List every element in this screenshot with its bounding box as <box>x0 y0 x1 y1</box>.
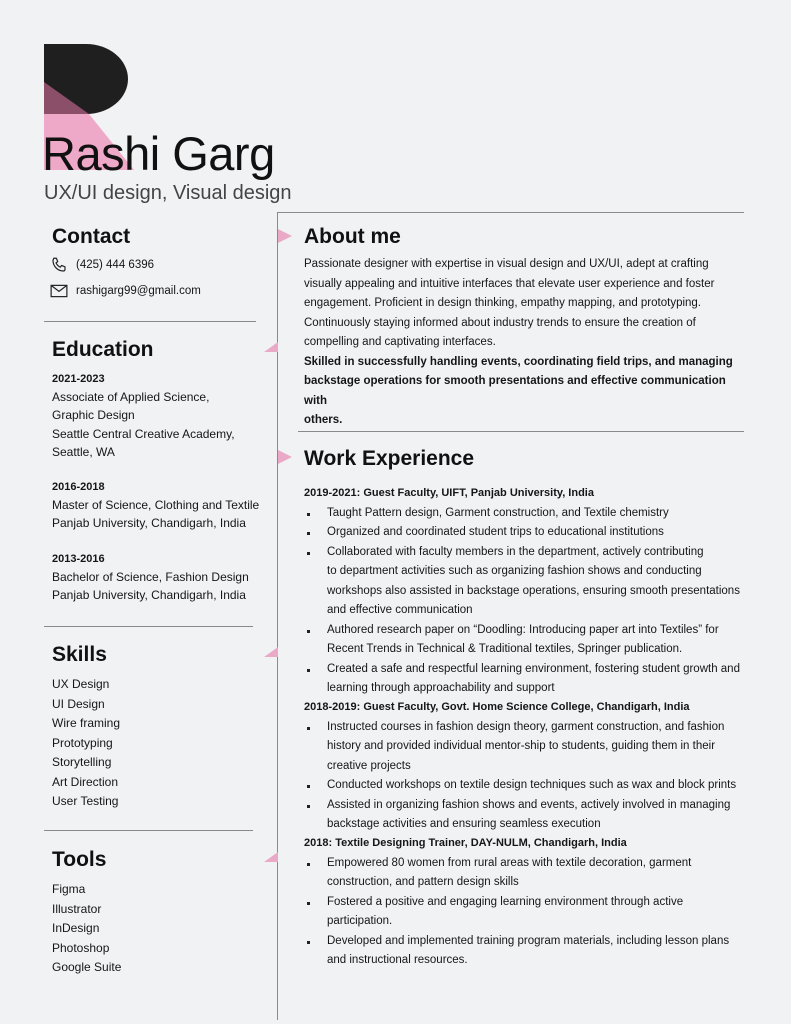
about-line: compelling and captivating interfaces. <box>304 336 496 348</box>
about-accent <box>278 229 292 243</box>
education-line: Graphic Design <box>52 408 135 423</box>
about-line-bold: others. <box>304 414 343 426</box>
job-title: 2018: Textile Designing Trainer, DAY-NULM, Chandigarh, India <box>304 837 627 849</box>
bullet-line: Fostered a positive and engaging learning environment through active <box>327 895 684 908</box>
education-entry <box>52 550 249 605</box>
job-bullet <box>304 932 750 971</box>
bullet-line: creative projects <box>327 759 411 772</box>
bullet-line: and effective communication <box>327 604 473 616</box>
about-line: engagement. Proficient in design thinking, empathy mapping, and prototyping. <box>304 297 702 309</box>
skill-item: User Testing <box>52 794 119 808</box>
bullet-line: history and provided individual mentor-ship to students, guiding them in their <box>327 740 716 752</box>
skill-item: Storytelling <box>52 755 112 769</box>
contact-divider <box>44 321 256 322</box>
bullet-line: to department activities such as organizing fashion shows and conducting <box>327 565 702 577</box>
job-title: 2019-2021: Guest Faculty, UIFT, Panjab University, India <box>304 487 594 499</box>
work-heading: Work Experience <box>304 447 475 470</box>
about-line: Passionate designer with expertise in visual design and UX/UI, adept at crafting <box>304 258 709 270</box>
education-line: Master of Science, Clothing and Textile <box>52 498 260 513</box>
education-accent <box>264 342 278 352</box>
bullet-line: Authored research paper on “Doodling: Introducing paper art into Textiles” for <box>327 623 719 636</box>
education-line: Panjab University, Chandigarh, India <box>52 516 246 531</box>
job-bullet <box>304 621 750 660</box>
about-line-bold: Skilled in successfully handling events, coordinating field trips, and managing <box>304 355 733 368</box>
education-line: Panjab University, Chandigarh, India <box>52 588 246 603</box>
skills-divider <box>44 830 253 831</box>
bullet-line: backstage activities and ensuring seamless execution <box>327 818 601 830</box>
job-bullets <box>304 504 750 699</box>
skills-heading: Skills <box>52 643 107 666</box>
skill-item: UI Design <box>52 696 105 711</box>
bullet-line: participation. <box>327 915 393 927</box>
education-line: Associate of Applied Science, <box>52 390 210 405</box>
tools-accent <box>264 852 278 862</box>
job-bullet <box>304 718 750 777</box>
tool-item: Illustrator <box>52 901 102 916</box>
contact-email <box>50 281 201 301</box>
header-divider <box>278 212 744 213</box>
tools-list <box>52 880 121 978</box>
column-divider <box>277 212 278 1020</box>
job-bullet <box>304 776 750 796</box>
job-entry <box>304 484 750 699</box>
candidate-role: UX/UI design, Visual design <box>44 182 292 204</box>
job-entry <box>304 698 750 835</box>
skill-item: Prototyping <box>52 735 113 750</box>
about-line-bold: backstage operations for smooth presentations and effective communication with <box>304 375 726 407</box>
tool-item: Google Suite <box>52 960 122 974</box>
tool-item: InDesign <box>52 921 100 935</box>
education-years: 2013-2016 <box>52 553 105 565</box>
tool-item: Figma <box>52 882 86 896</box>
skills-list <box>52 675 120 812</box>
bullet-line: Conducted workshops on textile design techniques such as wax and block prints <box>327 779 737 791</box>
bullet-line: Instructed courses in fashion design theory, garment construction, and fashion <box>327 720 725 733</box>
education-line: Bachelor of Science, Fashion Design <box>52 570 249 585</box>
bullet-line: and instructional resources. <box>327 954 468 966</box>
contact-phone <box>50 255 154 275</box>
job-bullets <box>304 854 750 971</box>
skill-item: UX Design <box>52 677 110 691</box>
about-text <box>304 255 750 431</box>
contact-heading: Contact <box>52 225 131 248</box>
job-bullet <box>304 893 750 932</box>
job-bullet <box>304 543 750 621</box>
bullet-line: Developed and implemented training program materials, including lesson plans <box>327 934 730 947</box>
education-line: Seattle Central Creative Academy, <box>52 426 235 441</box>
education-divider <box>44 626 253 627</box>
bullet-line: learning through approachability and support <box>327 682 555 694</box>
tools-heading: Tools <box>52 848 107 871</box>
about-line: Continuously staying informed about industry trends to ensure the creation of <box>304 316 696 329</box>
education-line: Seattle, WA <box>52 444 115 459</box>
bullet-line: Recent Trends in Technical & Traditional textiles, Springer publication. <box>327 643 683 655</box>
education-heading: Education <box>52 338 154 361</box>
job-entry <box>304 834 750 971</box>
education-years: 2016-2018 <box>52 481 105 493</box>
email-address[interactable]: rashigarg99@gmail.com <box>76 285 201 297</box>
work-accent <box>278 450 292 464</box>
about-line: visually appealing and intuitive interfaces that elevate user experience and foster <box>304 277 715 290</box>
job-bullet <box>304 854 750 893</box>
skills-accent <box>264 647 278 657</box>
bullet-line: Collaborated with faculty members in the department, actively contributing <box>327 545 704 558</box>
about-heading: About me <box>304 225 401 248</box>
bullet-line: Organized and coordinated student trips to educational institutions <box>327 526 664 538</box>
bullet-line: Assisted in organizing fashion shows and events, actively involved in managing <box>327 798 731 811</box>
job-bullet <box>304 796 750 835</box>
job-bullets <box>304 718 750 835</box>
education-entry <box>52 478 259 533</box>
bullet-line: Taught Pattern design, Garment construction, and Textile chemistry <box>327 506 669 519</box>
bullet-line: workshops also assisted in backstage operations, ensuring smooth presentations <box>327 584 740 597</box>
skill-item: Art Direction <box>52 774 119 789</box>
about-divider <box>298 431 744 432</box>
phone-number[interactable]: (425) 444 6396 <box>76 259 155 271</box>
job-bullet <box>304 504 750 524</box>
education-entry <box>52 370 235 461</box>
candidate-name: Rashi Garg <box>42 127 275 180</box>
job-title: 2018-2019: Guest Faculty, Govt. Home Science College, Chandigarh, India <box>304 701 690 713</box>
mail-icon <box>50 284 68 298</box>
job-bullet <box>304 523 750 543</box>
bullet-line: Empowered 80 women from rural areas with textile decoration, garment <box>327 856 692 869</box>
bullet-line: construction, and pattern design skills <box>327 876 519 888</box>
tool-item: Photoshop <box>52 940 110 955</box>
education-years: 2021-2023 <box>52 373 105 385</box>
bullet-line: Created a safe and respectful learning environment, fostering student growth and <box>327 662 740 675</box>
phone-icon <box>50 256 68 274</box>
job-bullet <box>304 660 750 699</box>
skill-item: Wire framing <box>52 716 121 730</box>
